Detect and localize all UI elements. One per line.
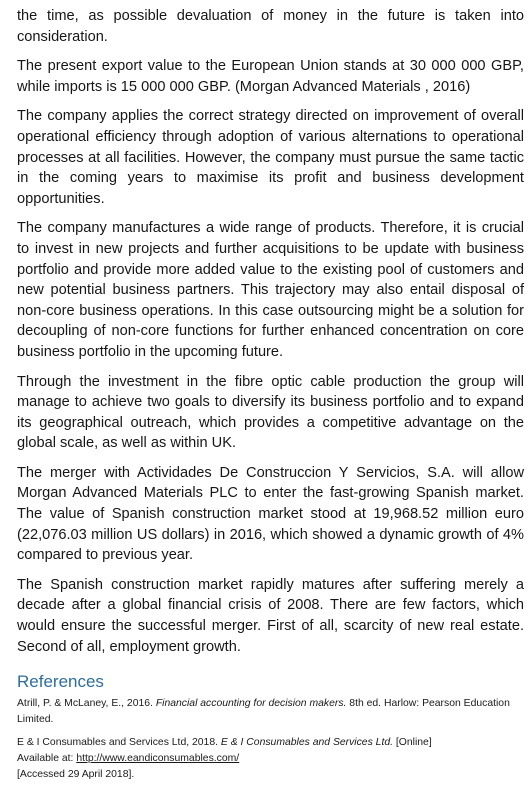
paragraph-5: Through the investment in the fibre optic cable production the group will manage to achieve two goals to diversify its business portfolio and to expand its geographical outreach, which provides a competitive advantage on the global scale, as well as within UK. — [17, 373, 524, 452]
reference-atrill-title: Financial accounting for decision makers. — [155, 698, 347, 710]
reference-eandi-line-2 — [17, 751, 524, 767]
reference-eandi — [17, 735, 524, 783]
paragraph-7: The Spanish construction market rapidly matures after suffering merely a decade after a global financial crisis of 2008. There are few factors, which would ensure the successful merger. First of all, scarcity of new real estate. Second of all, employment growth. — [17, 576, 524, 655]
document-page — [17, 6, 524, 790]
reference-eandi-suffix: [Online] — [393, 737, 432, 749]
reference-eandi-available-label: Available at: — [17, 753, 77, 765]
reference-eandi-accessed: [Accessed 29 April 2018]. — [17, 769, 135, 781]
paragraph-1: the time, as possible devaluation of money in the future is taken into consideration. — [17, 8, 524, 45]
references-heading: References — [17, 672, 104, 692]
reference-eandi-prefix: E & I Consumables and Services Ltd, 2018. — [17, 737, 221, 749]
reference-eandi-title: E & I Consumables and Services Ltd. — [220, 737, 394, 749]
reference-eandi-line-1 — [17, 735, 524, 751]
paragraph-2: The present export value to the European Union stands at 30 000 000 GBP, while imports is 15 000 000 GBP. (Morgan Advanced Materials , 2016) — [17, 58, 524, 95]
paragraph-3: The company applies the correct strategy directed on improvement of overall operational efficiency through adoption of various alternations to operational processes at all facilities. However, the company must pursue the same tactic in the coming years to maximise its profit and business development opportunities. — [17, 108, 524, 207]
paragraph-4: The company manufactures a wide range of products. Therefore, it is crucial to invest in new projects and further acquisitions to be update with business portfolio and provide more added value to the existing pool of customers and new potential business partners. This trajectory may also entail disposal of non-core business operations. In this case outsourcing might be a solution for decoupling of non-core functions for further enhanced concentration on core business portfolio in the upcoming future. — [17, 220, 524, 360]
reference-atrill — [17, 696, 524, 728]
reference-eandi-url-link[interactable]: http://www.eandiconsumables.com/ — [76, 753, 240, 765]
reference-atrill-prefix: Atrill, P. & McLaney, E., 2016. — [17, 698, 156, 710]
paragraph-6: The merger with Actividades De Construccion Y Servicios, S.A. will allow Morgan Advanced Materials PLC to enter the fast-growing Spanish market. The value of Spanish construction market stood at 19,968.52 million euro (22,076.03 million US dollars) in 2016, which showed a dynamic growth of 4% compared to previous year. — [17, 464, 524, 564]
reference-atrill-suffix: 8th ed. Harlow: Pearson Education Limited. — [17, 698, 510, 726]
